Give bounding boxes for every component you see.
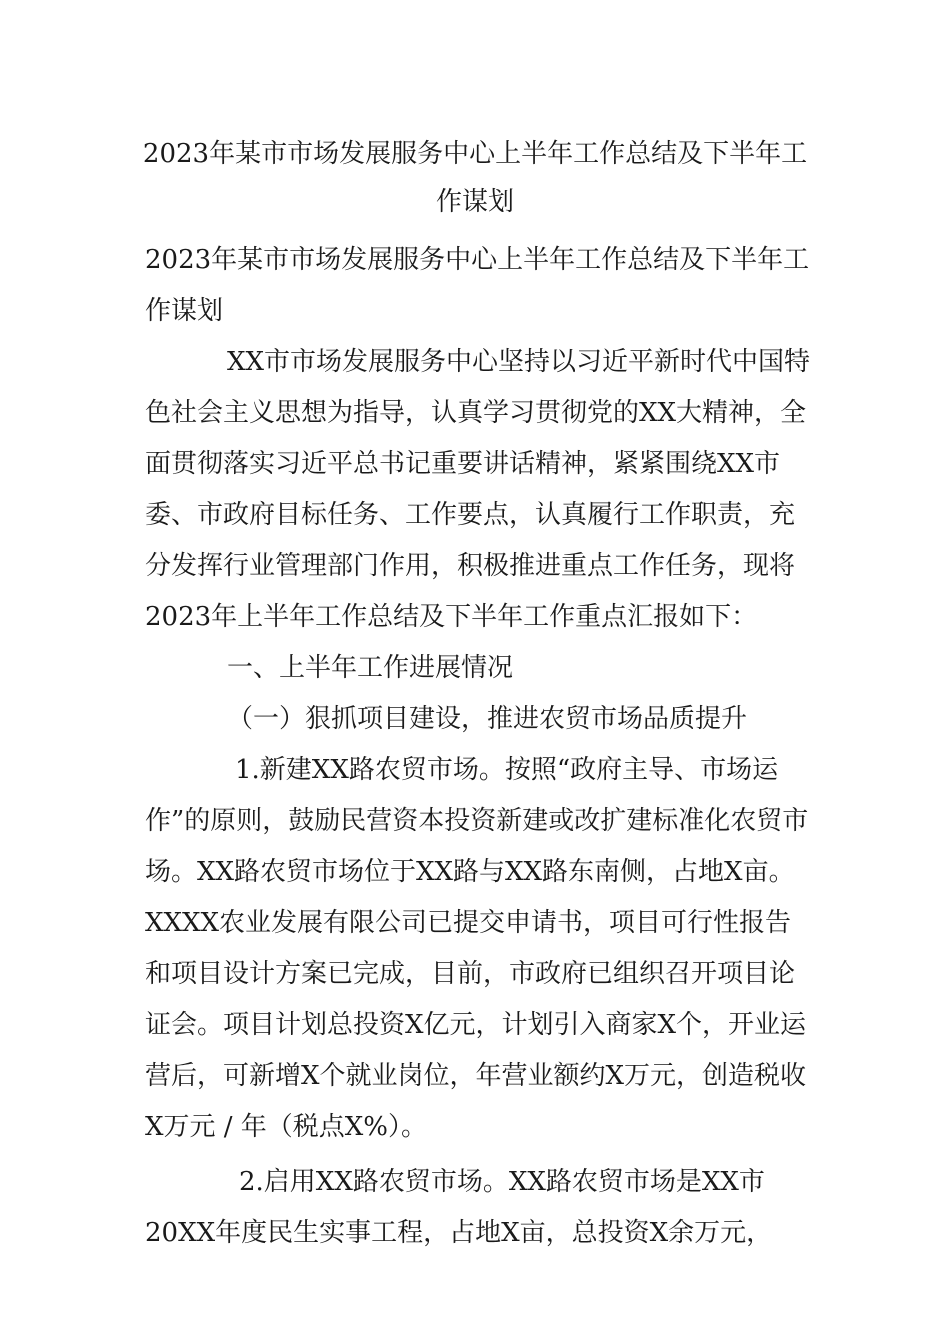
document-title: 2023年某市市场发展服务中心上半年工作总结及下半年工作谋划: [142, 139, 808, 217]
document-subtitle: 2023年某市市场发展服务中心上半年工作总结及下半年工作谋划: [145, 245, 810, 326]
intro-paragraph: XX市市场发展服务中心坚持以习近平新时代中国特色社会主义思想为指导，认真学习贯彻党的XX大精神，全面贯彻落实习近平总书记重要讲话精神，紧紧围绕XX市委、市政府目标任务、工作要点，认真履行工作职责，充分发挥行业管理部门作用，积极推进重点工作任务，现将2023年上半年工作总结及下半年工作重点汇报如下：: [145, 347, 811, 632]
item-paragraph-1: 1.新建XX路农贸市场。按照“政府主导、市场运作”的原则，鼓励民营资本投资新建或改扩建标准化农贸市场。XX路农贸市场位于XX路与XX路东南侧，占地X亩。XXXX农业发展有限公司已提交申请书，项目可行性报告和项目设计方案已完成，目前，市政府已组织召开项目论证会。项目计划总投资X亿元，计划引入商家X个，开业运营后，可新增X个就业岗位，年营业额约X万元，创造税收X万元 / 年（税点X%）。: [145, 755, 809, 1142]
subsection-heading: （一）狠抓项目建设，推进农贸市场品质提升: [227, 704, 748, 734]
section-heading: 一、上半年工作进展情况: [227, 653, 514, 683]
document-body: [145, 235, 815, 1259]
item-paragraph-2: 2.启用XX路农贸市场。XX路农贸市场是XX市20XX年度民生实事工程，占地X亩，总投资X余万元，: [145, 1167, 773, 1248]
